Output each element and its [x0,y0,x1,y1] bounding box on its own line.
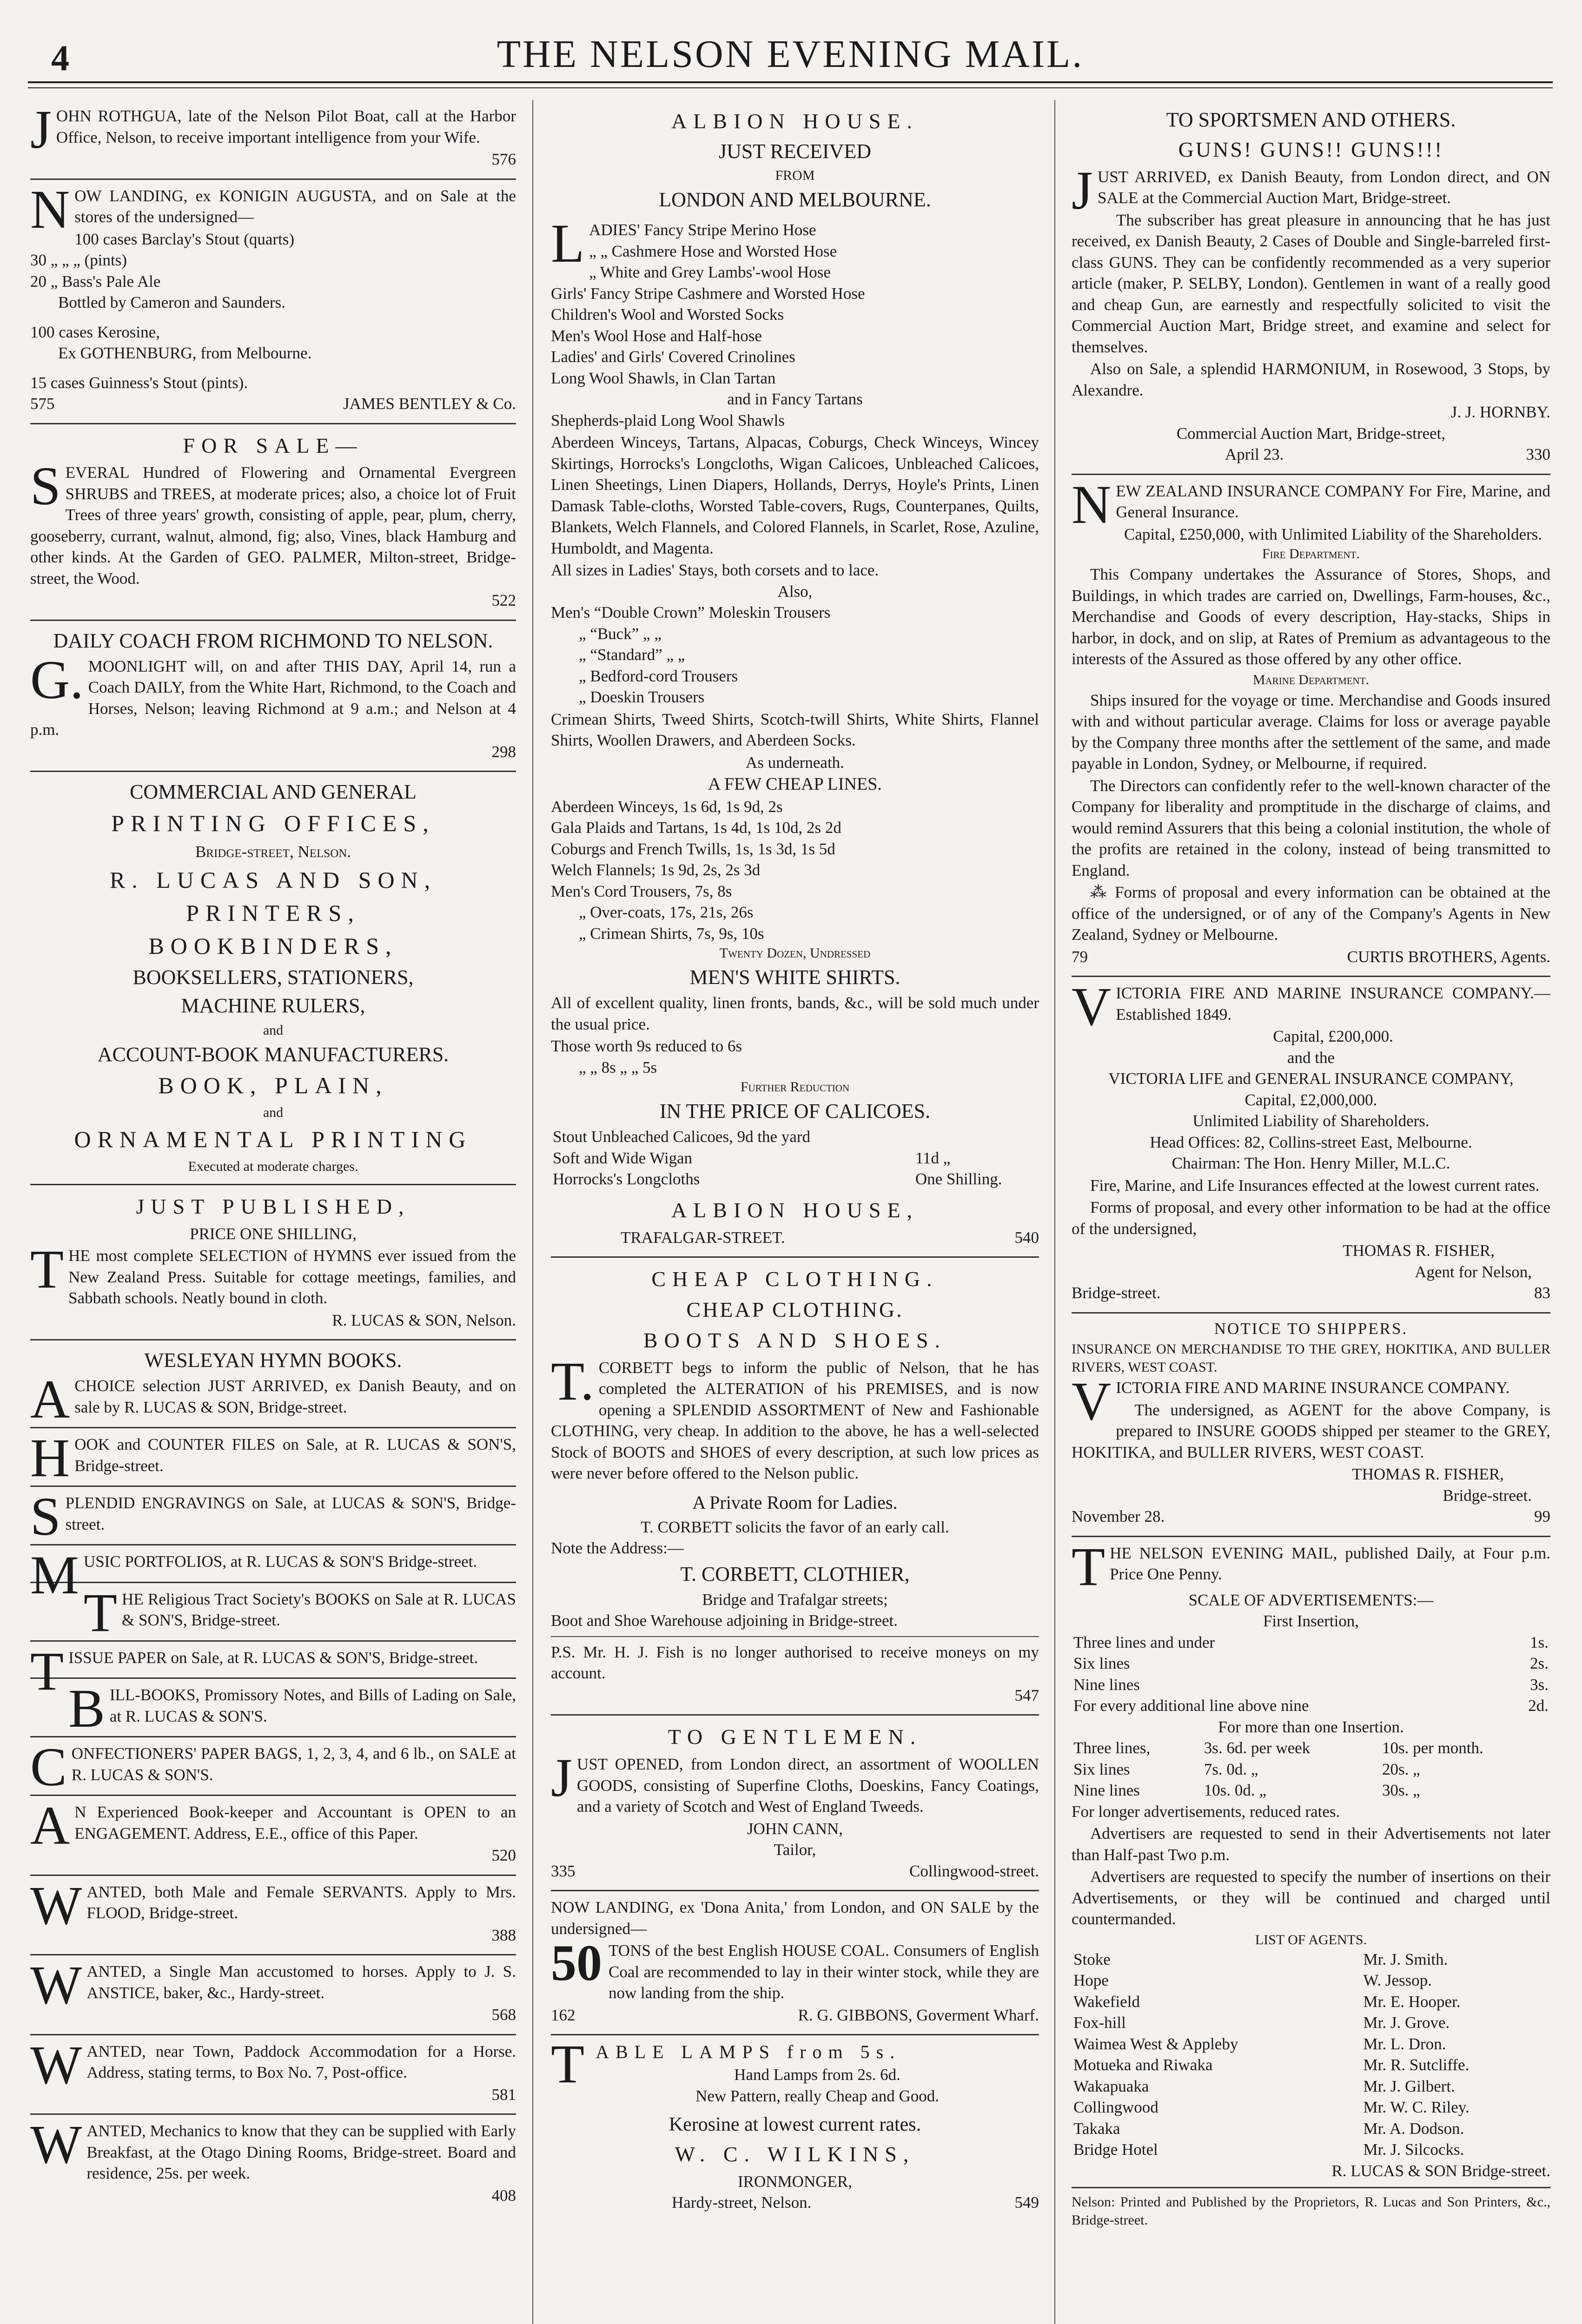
ad-house-coal [551,1891,1039,2035]
ad-line: Agent for Nelson, [1415,1262,1532,1281]
ad-horseman-wanted [30,1955,516,2035]
agents-table [1072,1949,1550,2160]
table-cell: 10s. 0d. „ [1204,1781,1266,1800]
ad-number: 298 [491,742,516,761]
ad-line: PRICE ONE SHILLING, [190,1224,357,1243]
table-cell: Bridge Hotel [1073,2140,1158,2159]
ad-line: Ladies' and Girls' Covered Crinolines [551,348,795,366]
ad-heading: MEN'S WHITE SHIRTS. [689,966,900,989]
column-3 [1072,100,1550,2324]
ad-line: FROM [775,167,815,183]
ad-text: WANTED, Mechanics to know that they can be supplied with Early Breakfast, at the Otago Dining Rooms, Bridge-street. Board and residence, 25s. per week. [30,2114,516,2183]
table-row [1072,1780,1550,1801]
ad-text: P.S. Mr. H. J. Fish is no longer authorised to receive moneys on my account. [551,1643,1039,1683]
ad-line: „ “Buck” „ „ [579,624,662,643]
ad-heading: IN THE PRICE OF CALICOES. [659,1100,931,1123]
ad-line: Aberdeen Winceys, 1s 6d, 1s 9d, 2s [551,797,783,816]
ad-text: THE most complete SELECTION of HYMNS ever issued from the New Zealand Press. Suitable for cottage meetings, families, and Sabbath schools. Neatly bound in cloth. [30,1239,516,1307]
table-row [1072,1737,1550,1759]
ad-heading: BOOTS AND SHOES. [643,1328,947,1352]
ad-heading: LIST OF AGENTS. [1255,1932,1367,1948]
ad-printing-offices [30,772,516,1185]
table-cell: 3s. [1530,1675,1549,1694]
ad-line: Coburgs and French Twills, 1s, 1s 3d, 1s 5d [551,839,835,858]
ad-text: ⁂ Forms of proposal and every information can be obtained at the office of the undersigned, or of any of the Company's Agents in New Zealand, Sydney or Melbourne. [1072,883,1550,944]
table-cell: Wakefield [1073,1992,1140,2011]
table-cell: Mr. E. Hooper. [1363,1992,1461,2011]
ad-number: 568 [491,2006,516,2024]
ad-line: Collingwood-street. [909,1862,1039,1880]
table-cell: Horrocks's Longcloths [553,1170,700,1188]
table-row [1072,1970,1550,1991]
ad-line: and [263,1104,284,1120]
ad-evening-mail-rates [1072,1537,1550,2239]
ad-heading: TO GENTLEMEN. [668,1725,922,1749]
ad-line: Bridge-street. [1443,1486,1532,1505]
ad-heading: PRINTING OFFICES, [111,810,435,836]
ad-text: BILL-BOOKS, Promissory Notes, and Bills of Lading on Sale, at R. LUCAS & SON'S. [68,1678,516,1739]
ad-text: Crimean Shirts, Tweed Shirts, Scotch-twill Shirts, White Shirts, Flannel Shirts, Woollen Drawers, and Aberdeen Socks. [551,710,1039,750]
table-cell: Mr. J. Silcocks. [1363,2140,1464,2159]
table-row [1072,1653,1550,1674]
ad-line: Tailor, [774,1841,816,1859]
ad-heading: ALBION HOUSE. [671,109,919,133]
ad-heading: CHEAP CLOTHING. [686,1298,904,1322]
ad-heading: Marine Department. [1252,672,1370,687]
ad-number: 388 [491,1926,516,1944]
table-cell: Takaka [1073,2119,1120,2138]
ad-text: This Company undertakes the Assurance of Stores, Shops, and Buildings, in which trades are carried on, Dwellings, Farm-houses, &c., Merchandise and Goods of every description, Hay-stacks, Ships in harbor, in dock, and on slip, at Rates of Premium as advantageous to the interests of the Assured as those offered by any other office. [1072,565,1550,668]
ad-heading: CHEAP CLOTHING. [651,1267,939,1291]
ad-text: THE NELSON EVENING MAIL, published Daily, at Four p.m. Price One Penny. [1072,1536,1550,1597]
ad-line: and [263,1022,284,1038]
ad-text: Ships insured for the voyage or time. Merchandise and Goods insured with and without particular average. Claims for loss or average payable by the Company three months after the settlement of the same, and made payable in London, Sydney, or Melbourne, if required. [1072,691,1550,773]
ad-music-portfolios [30,1545,516,1606]
ad-line: „ „ Cashmere Hose and Worsted Hose [589,242,837,260]
ad-line: 15 cases Guinness's Stout (pints). [30,373,248,392]
ad-number: 547 [1014,1686,1039,1704]
ad-signature: R. LUCAS & SON, Nelson. [332,1311,516,1329]
table-cell: Mr. R. Sutcliffe. [1363,2056,1469,2074]
column-2 [551,100,1039,2324]
ad-text: AN Experienced Book-keeper and Accountant is OPEN to an ENGAGEMENT. Address, E.E., office of this Paper. [30,1795,516,1856]
table-row [1072,2012,1550,2034]
ad-line: IRONMONGER, [738,2172,852,2191]
ad-number: 540 [1014,1228,1039,1247]
ad-number: 520 [491,1846,516,1865]
ad-heading: A FEW CHEAP LINES. [708,774,882,794]
ad-text: The undersigned, as AGENT for the above Company, is prepared to INSURE GOODS shipped per steamer to the GREY, HOKITIKA, and BULLER RIVERS, WEST COAST. [1072,1400,1550,1461]
table-row [551,1148,1039,1169]
ad-table-lamps [551,2035,1039,2221]
ad-heading: Kerosine at lowest current rates. [669,2114,921,2136]
ad-line: Welch Flannels; 1s 9d, 2s, 2s 3d [551,861,761,879]
ad-text: Also on Sale, a splendid HARMONIUM, in Rosewood, 3 Stops, by Alexandre. [1072,360,1550,399]
ad-heading: R. LUCAS AND SON, [109,867,437,893]
ad-line: 100 cases Barclay's Stout (quarts) [74,230,295,248]
table-cell: 10s. per month. [1382,1739,1483,1757]
ad-number: 335 [551,1862,576,1880]
table-row [1072,2054,1550,2076]
ad-heading: ALBION HOUSE, [671,1198,919,1222]
ad-number: 522 [491,591,516,610]
ad-signature: THOMAS R. FISHER, [1343,1241,1495,1260]
ad-line: Children's Wool and Worsted Socks [551,305,784,324]
ad-text: NEW ZEALAND INSURANCE COMPANY For Fire, Marine, and General Insurance. [1072,474,1550,535]
ad-text: All of excellent quality, linen fronts, bands, &c., will be sold much under the usual price. [551,994,1039,1033]
ad-heading: MACHINE RULERS, [181,994,365,1017]
ad-heading: VICTORIA LIFE and GENERAL INSURANCE COMPANY, [1108,1070,1514,1088]
column-1 [30,100,516,2324]
ad-line: 100 cases Kerosine, [30,323,160,341]
table-row [1072,1695,1550,1717]
column-divider [1054,100,1055,2324]
ad-line: Long Wool Shawls, in Clan Tartan [551,369,776,387]
masthead-rule-thin [28,87,1553,88]
ad-line: „ Crimean Shirts, 7s, 9s, 10s [579,924,764,943]
table-cell: Soft and Wide Wigan [553,1149,693,1167]
table-cell: Motueka and Riwaka [1073,2056,1213,2074]
ad-text: JUST OPENED, from London direct, an assortment of WOOLLEN GOODS, consisting of Superfine Cloths, Doeskins, Fancy Coatings, and a variety of Scotch and West of England Tweeds. [551,1747,1039,1816]
ad-heading: SCALE OF ADVERTISEMENTS:— [1188,1591,1434,1609]
ad-heading: ORNAMENTAL PRINTING [74,1126,472,1152]
ad-text: TISSUE PAPER on Sale, at R. LUCAS & SON'S, Bridge-street. [30,1640,478,1702]
ad-line: Unlimited Liability of Shareholders. [1192,1112,1430,1130]
calico-price-table [551,1126,1039,1190]
table-cell: Nine lines [1073,1781,1140,1800]
ad-line: „ “Standard” „ „ [579,646,685,664]
table-cell: Collingwood [1073,2098,1158,2117]
ad-text: MUSIC PORTFOLIOS, at R. LUCAS & SON'S Bridge-street. [30,1545,477,1606]
ad-text: Aberdeen Winceys, Tartans, Alpacas, Coburgs, Check Winceys, Wincey Skirtings, Horrocks's Longcloths, Wigan Calicoes, Unbleached Calicoes, Linen Sheetings, Linen Diapers, Hollands, Derrys, Hoyle's Prints, Linen Damask Table-cloths, Worsted Table-covers, Rugs, Counterpanes, Quilts, Blankets, Welch Flannels, and Colored Flannels, in Scarlet, Rose, Azuline, Humboldt, and Magenta. [551,433,1039,557]
ad-text: TONS of the best English HOUSE COAL. Consumers of English Coal are recommended to lay in their winter stock, while they are now landing from the ship. [609,1941,1039,2002]
ad-signature: R. LUCAS & SON Bridge-street. [1331,2161,1550,2180]
ad-heading: FOR SALE— [183,433,364,457]
ad-number: 576 [491,150,516,168]
ad-line: Bottled by Cameron and Saunders. [58,293,285,311]
table-cell [913,1126,1039,1148]
table-row [1072,1991,1550,2013]
ad-text: G.MOONLIGHT will, on and after THIS DAY, April 14, run a Coach DAILY, from the White Hart, Richmond, to the Coach and Horses, Nelson; leaving Richmond at 9 a.m.; and Nelson at 4 p.m. [30,649,516,739]
table-cell: 7s. 0d. „ [1204,1760,1258,1778]
ad-line: Men's Wool Hose and Half-hose [551,326,762,345]
ad-to-gentlemen [551,1716,1039,1891]
table-row [1072,2139,1550,2160]
ad-heading: COMMERCIAL AND GENERAL [130,780,417,804]
ad-line: „ Doeskin Trousers [579,688,705,706]
ad-victoria-insurance [1072,977,1550,1314]
rates-table [1072,1632,1550,1717]
ad-number: 330 [1526,445,1550,464]
ad-line: Ex GOTHENBURG, from Melbourne. [58,344,312,362]
ad-line: Hand Lamps from 2s. 6d. [734,2066,900,2084]
ad-text: The subscriber has great pleasure in announcing that he has just received, ex Danish Beauty, 2 Cases of Double and Single-barreled first-class GUNS. They can be confidently recommended as a very superior article (maker, P. SELBY, London). Gentlemen in want of a really good and cheap Gun, are earnestly and respectfully solicited to visit the Commercial Auction Mart, Bridge street, and examine and select for themselves. [1072,211,1550,356]
ad-mechanics-breakfast [30,2115,516,2214]
ad-text: VICTORIA FIRE AND MARINE INSURANCE COMPANY. [1072,1371,1510,1432]
ad-line: 30 „ „ „ (pints) [30,251,127,269]
ad-bill-books [30,1679,516,1737]
ad-text: INSURANCE ON MERCHANDISE TO THE GREY, HOKITIKA, AND BULLER RIVERS, WEST COAST. [1072,1341,1550,1375]
table-cell: Stoke [1073,1950,1111,1968]
ad-text: JOHN ROTHGUA, late of the Nelson Pilot Boat, call at the Harbor Office, Nelson, to receive important intelligence from your Wife. [30,100,516,160]
ad-text: CONFECTIONERS' PAPER BAGS, 1, 2, 3, 4, and 6 lb., on SALE at R. LUCAS & SON'S. [30,1736,516,1798]
ad-text: Advertisers are requested to send in their Advertisements not later than Half-past Two p.m. [1072,1824,1550,1864]
ad-line: Twenty Dozen, Undressed [719,945,871,961]
table-row [1072,2097,1550,2118]
ad-line: Executed at moderate charges. [188,1158,358,1174]
ad-text: WANTED, near Town, Paddock Accommodation for a Horse. Address, stating terms, to Box No. 7, Post-office. [30,2034,516,2095]
ad-paper-bags [30,1737,516,1796]
ad-heading: GUNS! GUNS!! GUNS!!! [1178,138,1444,162]
ad-signature: THOMAS R. FISHER, [1352,1465,1504,1484]
table-row [551,1126,1039,1148]
table-row [1072,2118,1550,2139]
ad-notice-to-shippers [1072,1314,1550,1537]
ad-line: Bridge-street, Nelson. [195,842,351,861]
table-cell: Fox-hill [1073,2014,1126,2032]
ad-text: WANTED, a Single Man accustomed to horses. Apply to J. S. ANSTICE, baker, &c., Hardy-street. [30,1954,516,2016]
ad-line: and the [1287,1048,1335,1067]
ad-line: Commercial Auction Mart, Bridge-street, [1176,424,1446,442]
ad-wesleyan-hymn-books [30,1340,516,1428]
ad-line: As underneath. [746,753,844,772]
ad-signature: W. C. WILKINS, [675,2142,915,2166]
ad-number: 99 [1534,1507,1550,1526]
table-cell: Three lines and under [1073,1633,1215,1651]
ad-number: 162 [551,2006,576,2024]
ad-nz-insurance [1072,475,1550,977]
ad-line: Capital, £200,000. [1273,1027,1393,1046]
ad-heading: TO SPORTSMEN AND OTHERS. [1166,108,1456,131]
table-cell: 2s. [1530,1654,1549,1673]
ad-line: For more than one Insertion. [1218,1717,1404,1736]
ad-line: April 23. [1225,445,1284,464]
ad-sportsmen-guns [1072,100,1550,475]
ad-text: Fire, Marine, and Life Insurances effected at the lowest current rates. [1090,1176,1540,1195]
table-row [1072,1632,1550,1653]
table-row [1072,2034,1550,2055]
table-cell: Mr. J. Smith. [1363,1950,1448,1968]
ad-line: Those worth 9s reduced to 6s [551,1037,742,1056]
ad-engravings [30,1487,516,1545]
table-cell: 30s. „ [1382,1781,1420,1800]
ad-number: 575 [30,395,55,413]
ad-number: 581 [491,2085,516,2104]
ad-number: 79 [1072,947,1088,966]
ad-albion-house [551,100,1039,1258]
ad-text: NOW LANDING, ex 'Dona Anita,' from London, and ON SALE by the undersigned— [551,1898,1039,1938]
ad-line: Gala Plaids and Tartans, 1s 4d, 1s 10d, 2s 2d [551,819,841,837]
ad-heading: TABLE LAMPS from 5s. [551,2034,901,2095]
ad-text: WANTED, both Male and Female SERVANTS. Apply to Mrs. FLOOD, Bridge-street. [30,1875,516,1936]
ad-text: SEVERAL Hundred of Flowering and Ornamental Evergreen SHRUBS and TREES, at moderate prices; also, a choice lot of Fruit Trees of three years' growth, consisting of apple, pear, plum, cherry, gooseberry, currant, walnut, almond, fig; also, Vines, black Hamburg and other kinds. At the Garden of GEO. PALMER, Milton-street, Bridge-street, the Wood. [30,456,516,588]
ad-line: Bridge-street. [1072,1284,1161,1302]
table-cell: Nine lines [1073,1675,1140,1694]
page-number: 4 [51,38,69,78]
table-cell: Wakapuaka [1073,2077,1149,2095]
table-cell: For every additional line above nine [1073,1697,1309,1715]
table-cell: 2d. [1528,1697,1549,1715]
ad-heading: JUST RECEIVED [719,139,871,163]
ad-text: NOW LANDING, ex KONIGIN AUGUSTA, and on Sale at the stores of the undersigned— [30,178,516,240]
newspaper-title: THE NELSON EVENING MAIL. [496,33,1084,76]
ad-text: VICTORIA FIRE AND MARINE INSURANCE COMPANY.—Established 1849. [1072,976,1550,1037]
ad-heading: Fire Department. [1262,546,1360,562]
table-cell: 1s. [1530,1633,1549,1651]
ad-servants-wanted [30,1876,516,1956]
table-cell: Hope [1073,1971,1109,1990]
ad-signature: JOHN CANN, [747,1819,843,1838]
ad-daily-coach [30,621,516,772]
ad-line: Capital, £250,000, with Unlimited Liability of the Shareholders. [1124,525,1542,543]
ad-heading: LONDON AND MELBOURNE. [659,188,931,211]
ad-line: „ Over-coats, 17s, 21s, 26s [579,903,754,922]
ad-heading: DAILY COACH FROM RICHMOND TO NELSON. [53,629,493,652]
ad-line: Hardy-street, Nelson. [672,2193,812,2212]
ad-line: Further Reduction [740,1079,850,1095]
ad-line: „ Bedford-cord Trousers [579,667,738,685]
ad-line: „ White and Grey Lambs'-wool Hose [589,263,831,282]
table-cell: Six lines [1073,1760,1130,1778]
table-cell: Six lines [1073,1654,1130,1673]
column-divider [532,100,533,2324]
ad-heading: A Private Room for Ladies. [692,1492,898,1513]
ad-just-published [30,1185,516,1340]
ad-text: JUST ARRIVED, ex Danish Beauty, from London direct, and ON SALE at the Commercial Auction Mart, Bridge-street. [1072,159,1550,221]
ad-number: 83 [1534,1284,1550,1302]
multi-insertion-table [1072,1737,1550,1801]
ad-heading: BOOKSELLERS, STATIONERS, [132,966,414,989]
table-cell: 20s. „ [1382,1760,1420,1778]
ad-text: Forms of proposal, and every other information to be had at the office of the undersigned, [1072,1198,1550,1238]
ad-line: Boot and Shoe Warehouse adjoining in Bridge-street. [551,1611,898,1630]
ad-signature: J. J. HORNBY. [1450,403,1550,422]
table-row [1072,1949,1550,1970]
ad-line: Note the Address:— [551,1539,684,1558]
ad-heading: T. CORBETT, CLOTHIER, [680,1562,910,1585]
ad-line: Shepherds-plaid Long Wool Shawls [551,411,785,429]
ad-line: All sizes in Ladies' Stays, both corsets and to lace. [551,561,879,580]
ad-line: November 28. [1072,1507,1165,1526]
table-cell: 11d „ [915,1149,951,1167]
ad-line: LADIES' Fancy Stripe Merino Hose [551,213,816,274]
table-cell: Mr. J. Gilbert. [1363,2077,1455,2095]
masthead [28,23,1553,78]
table-cell: One Shilling. [915,1170,1002,1188]
table-cell: Mr. A. Dodson. [1363,2119,1464,2138]
ad-line: „ „ 8s „ „ 5s [579,1058,657,1076]
table-row [1072,1759,1550,1780]
ad-line: Chairman: The Hon. Henry Miller, M.L.C. [1172,1154,1450,1173]
ad-line: T. CORBETT solicits the favor of an early call. [641,1518,949,1536]
ad-text: The Directors can confidently refer to the well-known character of the Company for liberality and promptitude in the discharge of claims, and would remind Assurers that this being a colonial institution, the whole of the profits are retained in the colony, instead of being transmitted to England. [1072,776,1550,879]
ad-line: For longer advertisements, reduced rates. [1072,1802,1340,1821]
ad-text: Advertisers are requested to specify the number of insertions on their Advertisements, or they will be continued and charged until countermanded. [1072,1868,1550,1928]
ad-line: First Insertion, [1263,1612,1359,1631]
ad-number: 549 [1014,2193,1039,2212]
ad-tract-society [30,1583,516,1642]
ad-line: New Pattern, really Cheap and Good. [695,2086,939,2105]
ad-heading: WESLEYAN HYMN BOOKS. [144,1349,402,1372]
ad-line: TRAFALGAR-STREET. [621,1228,785,1247]
table-cell: Three lines, [1073,1739,1151,1757]
table-row [551,1169,1039,1190]
ad-heading: NOTICE TO SHIPPERS. [1214,1319,1408,1338]
ad-text: SPLENDID ENGRAVINGS on Sale, at LUCAS & SON'S, Bridge-street. [30,1486,516,1547]
table-cell: Mr. L. Dron. [1363,2034,1446,2053]
ad-text: T.CORBETT begs to inform the public of Nelson, that he has completed the ALTERATION of his PREMISES, and is now opening a SPLENDID ASSORTMENT of New and Fashionable CLOTHING, very cheap. In addition to the above, he has a well-selected Stock of BOOTS and SHOES of every description, at such low prices as were never before offered to the Nelson public. [551,1350,1039,1483]
table-cell: Stout Unbleached Calicoes, 9d the yard [553,1128,811,1146]
ad-hook-files [30,1428,516,1487]
ad-paddock-wanted [30,2035,516,2115]
table-cell: Mr. J. Grove. [1363,2014,1450,2032]
ad-heading: BOOKBINDERS, [148,933,398,959]
ad-line: 20 „ Bass's Pale Ale [30,272,161,290]
ad-line: and in Fancy Tartans [727,390,863,409]
ad-text: THE Religious Tract Society's BOOKS on Sale at R. LUCAS & SON'S, Bridge-street. [83,1582,516,1643]
ad-line: Capital, £2,000,000. [1244,1090,1377,1109]
table-cell: W. Jessop. [1363,1971,1432,1990]
ad-line: Girls' Fancy Stripe Cashmere and Worsted Hose [551,284,865,303]
printers-imprint: Nelson: Printed and Published by the Proprietors, R. Lucas and Son Printers, &c., Bridge-street. [1072,2194,1550,2228]
ad-heading: ACCOUNT-BOOK MANUFACTURERS. [97,1043,449,1066]
masthead-rule [28,81,1553,83]
ad-line: Men's Cord Trousers, 7s, 8s [551,882,732,900]
ad-tissue-paper [30,1640,516,1702]
table-cell: Waimea West & Appleby [1073,2034,1238,2053]
ad-signature: JAMES BENTLEY & Co. [343,395,516,413]
ad-heading: JUST PUBLISHED, [136,1194,410,1218]
ad-rothgua [30,100,516,180]
ad-cheap-clothing [551,1258,1039,1716]
table-cell: Mr. W. C. Riley. [1363,2098,1469,2117]
ad-line: Also, [777,582,813,601]
ad-book-keeper [30,1796,516,1876]
ad-text: ACHOICE selection JUST ARRIVED, ex Danish Beauty, and on sale by R. LUCAS & SON, Bridge-street. [30,1369,516,1430]
ad-text: HOOK and COUNTER FILES on Sale, at R. LUCAS & SON'S, Bridge-street. [30,1427,516,1489]
ad-signature: CURTIS BROTHERS, Agents. [1347,947,1550,966]
ad-line: Head Offices: 82, Collins-street East, Melbourne. [1150,1133,1472,1151]
ad-line: Bridge and Trafalgar streets; [702,1590,888,1609]
ad-konigin-augusta [30,180,516,424]
table-row [1072,1674,1550,1696]
ad-line: Men's “Double Crown” Moleskin Trousers [551,603,831,622]
ad-for-sale [30,424,516,621]
table-row [1072,2076,1550,2097]
table-cell: 3s. 6d. per week [1204,1739,1311,1757]
ad-heading: PRINTERS, [186,900,360,926]
coal-quantity: 50 [551,1934,602,1992]
ad-signature: R. G. GIBBONS, Goverment Wharf. [798,2006,1039,2024]
ad-number: 408 [491,2186,516,2205]
ad-heading: BOOK, PLAIN, [158,1072,388,1098]
